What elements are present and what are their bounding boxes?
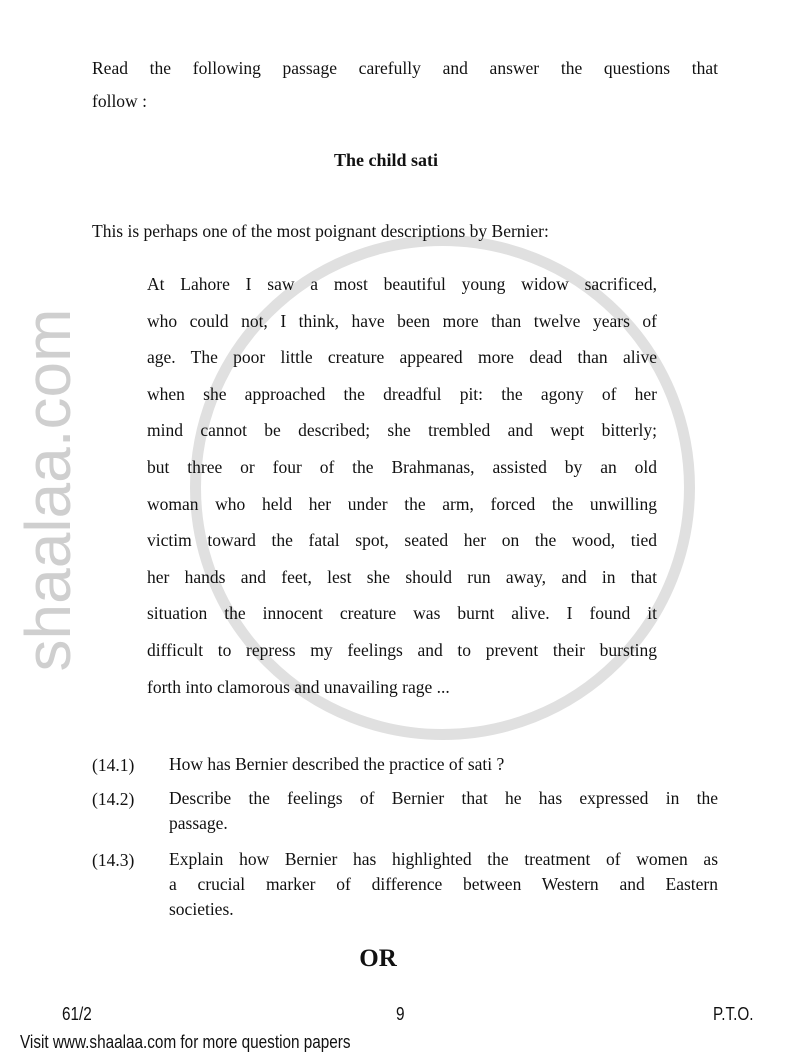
quote-line: woman who held her under the arm, forced the unwilling bbox=[147, 493, 657, 514]
footer-pto: P.T.O. bbox=[713, 1004, 754, 1024]
question-number: (14.1) bbox=[92, 755, 135, 775]
question-text bbox=[169, 847, 718, 922]
question-line: Explain how Bernier has highlighted the treatment of women as bbox=[169, 849, 718, 869]
question-number: (14.3) bbox=[92, 850, 135, 870]
question-line: societies. bbox=[169, 899, 234, 919]
quote-line: age. The poor little creature appeared more dead than alive bbox=[147, 347, 657, 368]
question-line: How has Bernier described the practice of sati ? bbox=[169, 754, 505, 774]
passage-quote bbox=[147, 266, 657, 705]
passage-title: The child sati bbox=[333, 150, 439, 170]
quote-line: situation the innocent creature was burnt alive. I found it bbox=[147, 603, 657, 624]
instruction-line: follow : bbox=[92, 91, 147, 111]
quote-line: who could not, I think, have been more than twelve years of bbox=[147, 310, 657, 331]
question-number: (14.2) bbox=[92, 789, 135, 809]
quote-line: but three or four of the Brahmanas, assisted by an old bbox=[147, 456, 657, 477]
question-line: Describe the feelings of Bernier that he has expressed in the bbox=[169, 788, 718, 808]
instructions bbox=[92, 52, 718, 118]
footer-visit-link[interactable]: Visit www.shaalaa.com for more question papers bbox=[20, 1032, 351, 1052]
quote-line: forth into clamorous and unavailing rage ... bbox=[147, 676, 450, 697]
question-line: passage. bbox=[169, 813, 228, 833]
quote-line: when she approached the dreadful pit: the agony of her bbox=[147, 383, 657, 404]
quote-line: victim toward the fatal spot, seated her on the wood, tied bbox=[147, 530, 657, 551]
question-text bbox=[169, 752, 718, 777]
or-separator: OR bbox=[359, 945, 397, 972]
footer-code: 61/2 bbox=[62, 1004, 92, 1024]
passage-lead: This is perhaps one of the most poignant descriptions by Bernier: bbox=[92, 221, 549, 241]
quote-line: difficult to repress my feelings and to prevent their bursting bbox=[147, 639, 657, 660]
watermark-text: shaalaa.com bbox=[12, 308, 84, 672]
question-text bbox=[169, 786, 718, 836]
quote-line: At Lahore I saw a most beautiful young widow sacrificed, bbox=[147, 274, 657, 294]
footer-page-number: 9 bbox=[396, 1004, 405, 1024]
quote-line: mind cannot be described; she trembled and wept bitterly; bbox=[147, 420, 657, 441]
question-line: a crucial marker of difference between Western and Eastern bbox=[169, 874, 718, 894]
instruction-line: Read the following passage carefully and answer the questions that bbox=[92, 58, 718, 78]
quote-line: her hands and feet, lest she should run away, and in that bbox=[147, 566, 657, 587]
